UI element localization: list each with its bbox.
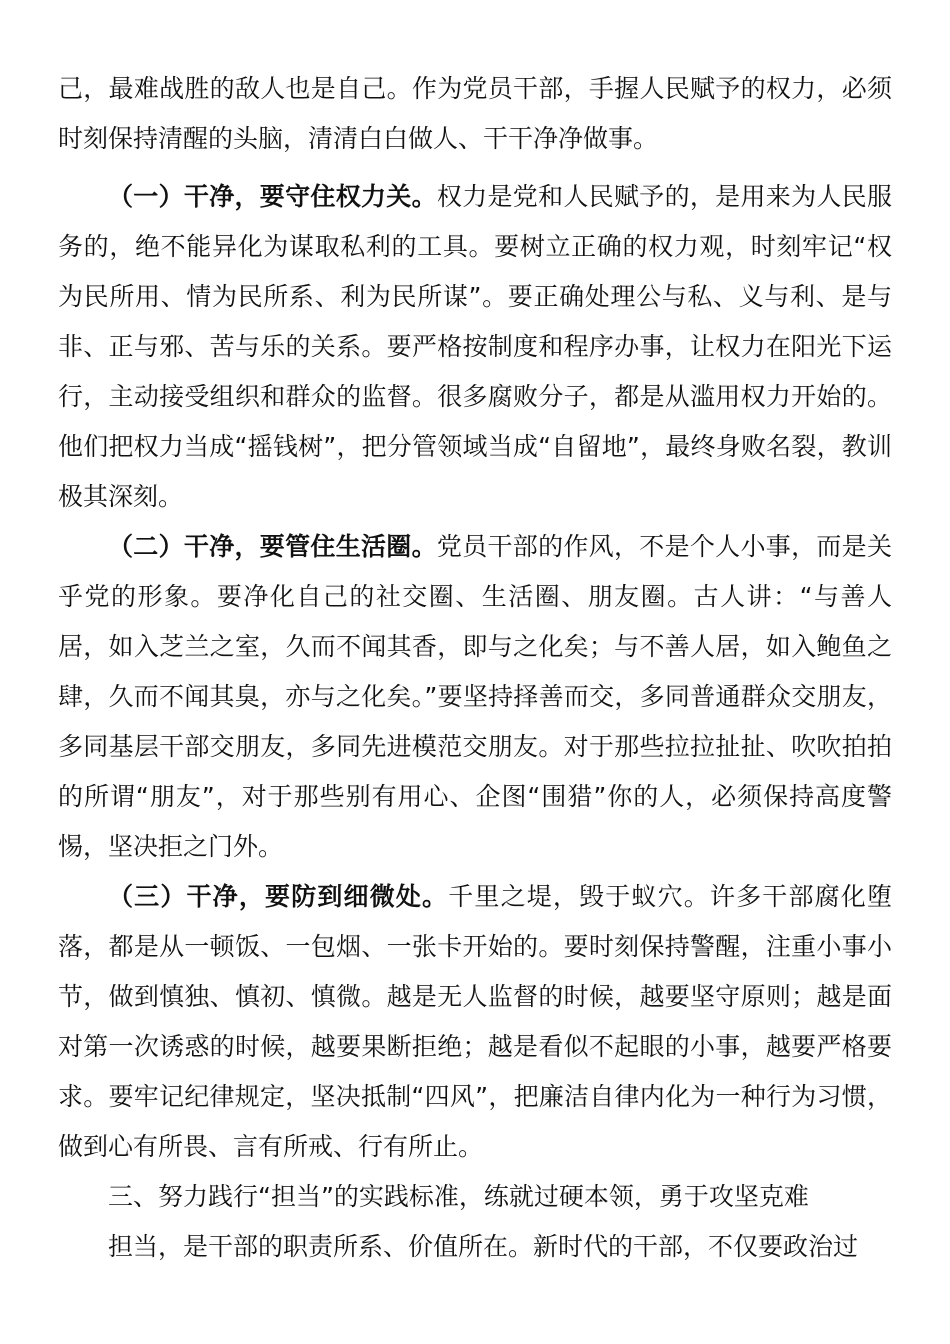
subheading-power: （一）干净，要守住权力关。 bbox=[108, 182, 437, 211]
paragraph-power bbox=[58, 172, 892, 522]
subheading-details: （三）干净，要防到细微处。 bbox=[108, 882, 449, 911]
paragraph-details-body: 千里之堤，毁于蚁穴。许多干部腐化堕落，都是从一顿饭、一包烟、一张卡开始的。要时刻保持警醒，注重小事小节，做到慎独、慎初、慎微。越是无人监督的时候，越要坚守原则；越是面对第一次诱惑的时候，越要果断拒绝；越是看似不起眼的小事，越要严格要求。要牢记纪律规定，坚决抵制“四风”，把廉洁自律内化为一种行为习惯，做到心有所畏、言有所戒、行有所止。 bbox=[58, 882, 892, 1161]
paragraph-power-body: 权力是党和人民赋予的，是用来为人民服务的，绝不能异化为谋取私利的工具。要树立正确的权力观，时刻牢记“权为民所用、情为民所系、利为民所谋”。要正确处理公与私、义与利、是与非、正与邪、苦与乐的关系。要严格按制度和程序办事，让权力在阳光下运行，主动接受组织和群众的监督。很多腐败分子，都是从滥用权力开始的。他们把权力当成“摇钱树”，把分管领域当成“自留地”，最终身败名裂，教训极其深刻。 bbox=[58, 182, 892, 511]
subheading-life-circle: （二）干净，要管住生活圈。 bbox=[108, 532, 437, 561]
paragraph-intro-continuation: 己，最难战胜的敌人也是自己。作为党员干部，手握人民赋予的权力，必须时刻保持清醒的头脑，清清白白做人、干干净净做事。 bbox=[58, 74, 892, 153]
paragraph-details bbox=[58, 872, 892, 1172]
section-heading-three: 三、努力践行“担当”的实践标准，练就过硬本领，勇于攻坚克难 bbox=[108, 1182, 809, 1211]
paragraph-life-circle-body: 党员干部的作风，不是个人小事，而是关乎党的形象。要净化自己的社交圈、生活圈、朋友圈。古人讲：“与善人居，如入芝兰之室，久而不闻其香，即与之化矣；与不善人居，如入鲍鱼之肆，久而不闻其臭，亦与之化矣。”要坚持择善而交，多同普通群众交朋友，多同基层干部交朋友，多同先进模范交朋友。对于那些拉拉扯扯、吹吹拍拍的所谓“朋友”，对于那些别有用心、企图“围猎”你的人，必须保持高度警惕，坚决拒之门外。 bbox=[58, 532, 892, 861]
document-page bbox=[58, 64, 892, 1272]
paragraph-life-circle bbox=[58, 522, 892, 872]
paragraph-responsibility: 担当，是干部的职责所系、价值所在。新时代的干部，不仅要政治过 bbox=[108, 1232, 859, 1261]
